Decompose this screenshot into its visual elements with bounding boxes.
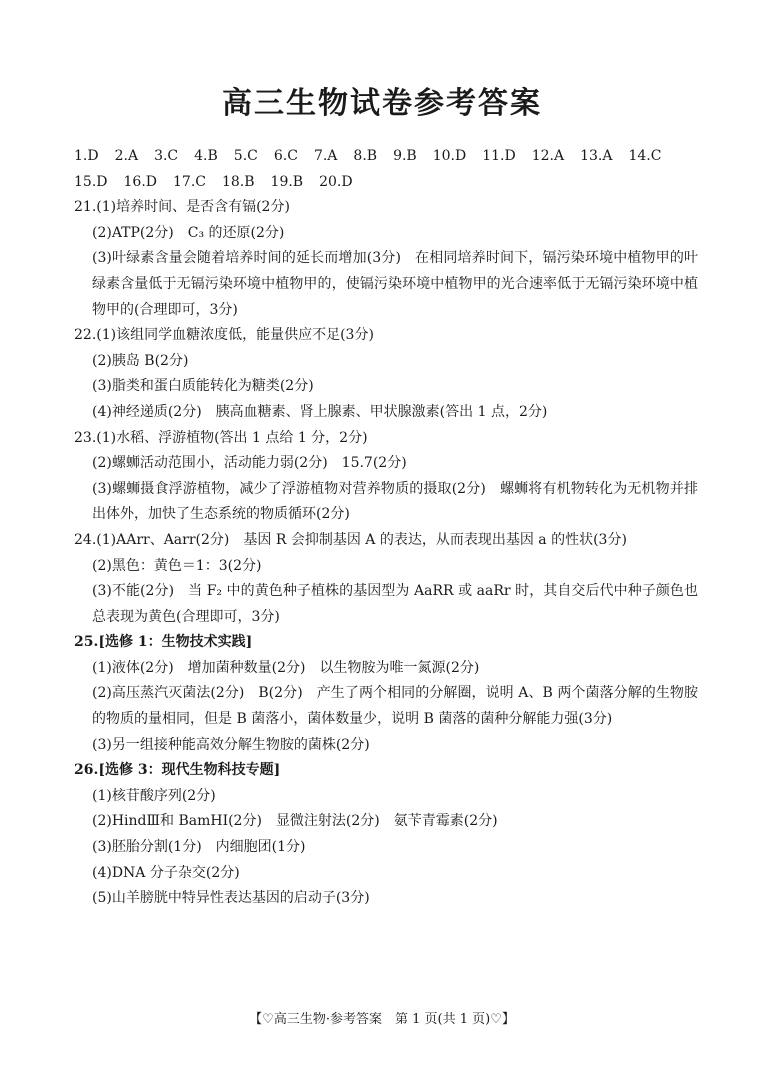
q25-part2-a: (2)高压蒸汽灭菌法(2分) — [92, 685, 245, 702]
answers-body — [74, 144, 698, 912]
choice-answer: 3.C — [154, 148, 179, 164]
q25-part3: (3)另一组接种能高效分解生物胺的菌株(2分) — [92, 736, 370, 753]
q26-part5: (5)山羊膀胱中特异性表达基因的启动子(3分) — [92, 890, 370, 907]
q21-part3-a: (3)叶绿素含量会随着培养时间的延长而增加(3分) — [92, 250, 401, 267]
q23-part3-a: (3)螺蛳摄食浮游植物，减少了浮游植物对营养物质的摄取(2分) — [92, 480, 486, 497]
page-title: 高三生物试卷参考答案 — [222, 86, 542, 121]
choice-answer: 19.B — [270, 173, 304, 190]
q25-part2-b: B(2分) — [258, 685, 303, 702]
choice-answer: 20.D — [319, 173, 353, 190]
q23-part2 — [74, 451, 698, 477]
q26-part4: (4)DNA 分子杂交(2分) — [92, 864, 240, 881]
q22-part4-b: 胰高血糖素、肾上腺素、甲状腺激素(答出 1 点，2分) — [215, 403, 548, 420]
q24-part1-a: 24.(1)AArr、Aarr(2分) — [74, 531, 230, 548]
q23-part3-b: 螺蛳将有机物转化为无机物并排出体外，加快了生态系统的物质循环(2分) — [92, 480, 698, 523]
page-footer: 【♡高三生物·参考答案 第 1 页(共 1 页)♡】 — [249, 1012, 515, 1027]
q25-part1-b: 增加菌种数量(2分) — [187, 659, 306, 676]
choice-answers-row-1 — [74, 144, 698, 170]
q22-part3: (3)脂类和蛋白质能转化为糖类(2分) — [92, 378, 314, 395]
q26-part3-b: 内细胞团(1分) — [215, 839, 306, 856]
q26-part3-a: (3)胚胎分割(1分) — [92, 839, 202, 856]
q26-part2 — [74, 809, 698, 835]
q21-part3 — [74, 246, 698, 323]
q21-part2-b: C₃ 的还原(2分) — [187, 224, 285, 241]
choice-answer: 11.D — [482, 148, 516, 164]
q22-part2: (2)胰岛 B(2分) — [92, 352, 189, 369]
choice-answer: 14.C — [628, 148, 662, 164]
choice-answer: 16.D — [123, 173, 157, 190]
q25-part2 — [74, 681, 698, 732]
choice-answer: 4.B — [194, 148, 218, 164]
q26-part1: (1)核苷酸序列(2分) — [92, 787, 216, 804]
q23-part3 — [74, 477, 698, 528]
q23-part2-b: 15.7(2分) — [341, 455, 407, 472]
q24-part1-b: 基因 R 会抑制基因 A 的表达，从而表现出基因 a 的性状(3分) — [243, 531, 627, 548]
q24-part3-b: 当 F₂ 中的黄色种子植株的基因型为 AaRR 或 aaRr 时，其自交后代中种子颜色也总表现为黄色(合理即可，3分) — [92, 583, 698, 625]
q21-part2-a: (2)ATP(2分) — [92, 224, 174, 241]
q22-part1: 22.(1)该组同学血糖浓度低，能量供应不足(3分) — [74, 327, 374, 344]
choice-answers-row-2 — [74, 170, 698, 196]
q25-part1-a: (1)液体(2分) — [92, 659, 174, 676]
choice-answer: 2.A — [114, 148, 139, 164]
q26-part3 — [74, 835, 698, 861]
q21-part1: 21.(1)培养时间、是否含有镉(2分) — [74, 199, 290, 216]
q24-part3 — [74, 579, 698, 630]
q25-part2-c: 产生了两个相同的分解圈，说明 A、B 两个菌落分解的生物胺的物质的量相同，但是 B 菌落小，菌体数量少，说明 B 菌落的菌种分解能力强(3分) — [92, 685, 698, 728]
q22-part4-a: (4)神经递质(2分) — [92, 403, 202, 420]
choice-answer: 12.A — [531, 148, 565, 164]
q25-heading: 25.[选修 1：生物技术实践] — [74, 634, 253, 651]
choice-answer: 18.B — [221, 173, 255, 190]
q25-part1-c: 以生物胺为唯一氮源(2分) — [319, 659, 480, 676]
choice-answer: 8.B — [353, 148, 378, 164]
choice-answer: 7.A — [313, 148, 338, 164]
choice-answer: 10.D — [432, 148, 467, 164]
choice-answer: 6.C — [273, 148, 298, 164]
q26-heading: 26.[选修 3：现代生物科技专题] — [74, 762, 281, 779]
choice-answer: 1.D — [74, 148, 99, 164]
q26-part2-c: 氨苄青霉素(2分) — [393, 813, 498, 830]
q26-part2-b: 显微注射法(2分) — [275, 813, 380, 830]
q26-part2-a: (2)HindⅢ和 BamHⅠ(2分) — [92, 813, 262, 830]
q21-part2 — [74, 221, 698, 247]
q23-part1: 23.(1)水稻、浮游植物(答出 1 点给 1 分，2分) — [74, 429, 368, 446]
choice-answer: 17.C — [173, 173, 206, 190]
q21-part3-b: 在相同培养时间下，镉污染环境中植物甲的叶绿素含量低于无镉污染环境中植物甲的，使镉污染环境中植物甲的光合速率低于无镉污染环境中植物甲的(合理即可，3分) — [92, 250, 698, 318]
choice-answer: 5.C — [233, 148, 258, 164]
q25-part1 — [74, 656, 698, 682]
choice-answer: 13.A — [580, 148, 613, 164]
choice-answer: 15.D — [74, 173, 108, 190]
q24-part2: (2)黑色：黄色＝1：3(2分) — [92, 557, 262, 574]
q24-part3-a: (3)不能(2分) — [92, 583, 175, 600]
q24-part1 — [74, 528, 698, 554]
choice-answer: 9.B — [393, 148, 417, 164]
q22-part4 — [74, 400, 698, 426]
q23-part2-a: (2)螺蛳活动范围小，活动能力弱(2分) — [92, 455, 328, 472]
